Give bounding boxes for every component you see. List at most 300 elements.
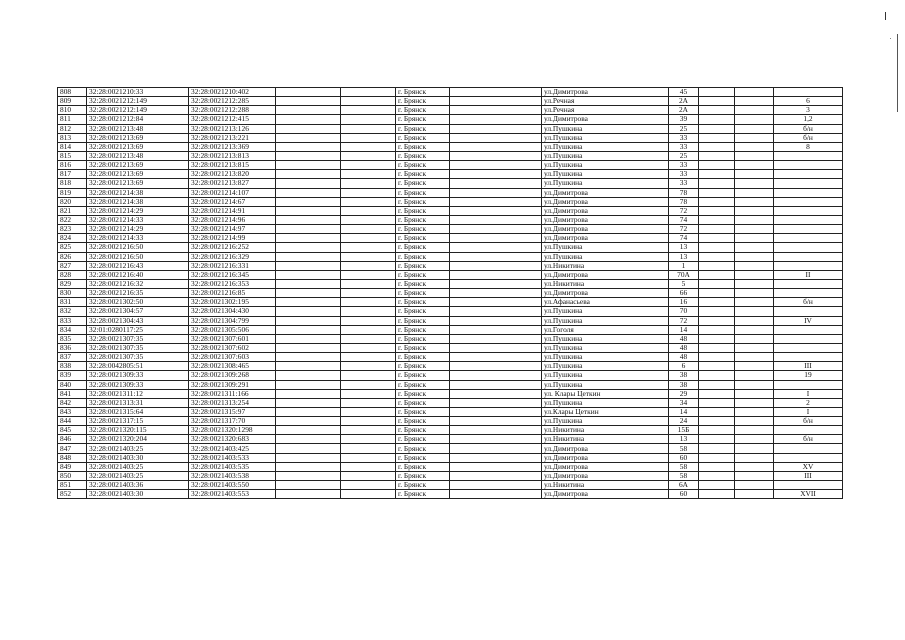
row-number-cell: 834 xyxy=(58,325,87,334)
table-row xyxy=(58,462,843,471)
blank-cell xyxy=(735,88,774,97)
blank-cell xyxy=(276,215,341,224)
premises-number-cell: III xyxy=(774,362,843,371)
table-row xyxy=(58,279,843,288)
object-cadastral-number-cell: 32:28:0021216:345 xyxy=(189,270,276,279)
object-cadastral-number-cell: 32:28:0021216:252 xyxy=(189,243,276,252)
street-cell: ул.Пушкина xyxy=(542,243,669,252)
blank-cell xyxy=(276,389,341,398)
blank-cell xyxy=(341,225,396,234)
city-cell: г. Брянск xyxy=(396,316,450,325)
house-number-cell: 58 xyxy=(669,444,699,453)
blank-cell xyxy=(450,444,542,453)
blank-cell xyxy=(276,426,341,435)
row-number-cell: 844 xyxy=(58,417,87,426)
house-number-cell: 72 xyxy=(669,316,699,325)
blank-cell xyxy=(450,353,542,362)
object-cadastral-number-cell: 32:28:0021216:331 xyxy=(189,261,276,270)
blank-cell xyxy=(450,88,542,97)
house-number-cell: 48 xyxy=(669,343,699,352)
table-row xyxy=(58,261,843,270)
blank-cell xyxy=(735,188,774,197)
blank-cell xyxy=(276,234,341,243)
table-row xyxy=(58,188,843,197)
blank-cell xyxy=(699,206,735,215)
blank-cell xyxy=(735,435,774,444)
city-cell: г. Брянск xyxy=(396,270,450,279)
land-cadastral-number-cell: 32:28:0021212:149 xyxy=(87,106,189,115)
blank-cell xyxy=(341,398,396,407)
street-cell: ул.Димитрова xyxy=(542,490,669,499)
object-cadastral-number-cell: 32:28:0021302:195 xyxy=(189,298,276,307)
premises-number-cell: II xyxy=(774,270,843,279)
house-number-cell: 29 xyxy=(669,389,699,398)
blank-cell xyxy=(341,462,396,471)
blank-cell xyxy=(341,106,396,115)
table-row xyxy=(58,115,843,124)
blank-cell xyxy=(699,426,735,435)
blank-cell xyxy=(341,471,396,480)
table-row xyxy=(58,252,843,261)
blank-cell xyxy=(450,289,542,298)
blank-cell xyxy=(276,106,341,115)
street-cell: ул.Никитина xyxy=(542,261,669,270)
row-number-cell: 837 xyxy=(58,353,87,362)
blank-cell xyxy=(699,471,735,480)
blank-cell xyxy=(276,362,341,371)
blank-cell xyxy=(450,389,542,398)
city-cell: г. Брянск xyxy=(396,435,450,444)
blank-cell xyxy=(276,133,341,142)
blank-cell xyxy=(276,179,341,188)
blank-cell xyxy=(341,188,396,197)
house-number-cell: 45 xyxy=(669,88,699,97)
premises-number-cell xyxy=(774,334,843,343)
land-cadastral-number-cell: 32:28:0021307:35 xyxy=(87,334,189,343)
blank-cell xyxy=(699,307,735,316)
blank-cell xyxy=(341,353,396,362)
blank-cell xyxy=(735,252,774,261)
object-cadastral-number-cell: 32:28:0021307:602 xyxy=(189,343,276,352)
blank-cell xyxy=(699,179,735,188)
premises-number-cell xyxy=(774,197,843,206)
blank-cell xyxy=(735,97,774,106)
object-cadastral-number-cell: 32:28:0021307:603 xyxy=(189,353,276,362)
blank-cell xyxy=(276,398,341,407)
blank-cell xyxy=(450,252,542,261)
table-row xyxy=(58,490,843,499)
blank-cell xyxy=(699,170,735,179)
blank-cell xyxy=(450,270,542,279)
blank-cell xyxy=(341,270,396,279)
house-number-cell: 48 xyxy=(669,353,699,362)
blank-cell xyxy=(699,88,735,97)
city-cell: г. Брянск xyxy=(396,161,450,170)
table-row xyxy=(58,353,843,362)
premises-number-cell xyxy=(774,380,843,389)
city-cell: г. Брянск xyxy=(396,88,450,97)
blank-cell xyxy=(699,407,735,416)
street-cell: ул.Пушкина xyxy=(542,362,669,371)
blank-cell xyxy=(341,243,396,252)
blank-cell xyxy=(450,279,542,288)
blank-cell xyxy=(341,289,396,298)
blank-cell xyxy=(450,261,542,270)
street-cell: ул.Пушкина xyxy=(542,380,669,389)
street-cell: ул.Димитрова xyxy=(542,188,669,197)
premises-number-cell xyxy=(774,444,843,453)
blank-cell xyxy=(450,417,542,426)
blank-cell xyxy=(341,490,396,499)
blank-cell xyxy=(276,188,341,197)
premises-number-cell xyxy=(774,151,843,160)
object-cadastral-number-cell: 32:28:0021311:166 xyxy=(189,389,276,398)
blank-cell xyxy=(276,151,341,160)
table-row xyxy=(58,362,843,371)
blank-cell xyxy=(735,270,774,279)
blank-cell xyxy=(699,298,735,307)
land-cadastral-number-cell: 32:28:0021309:33 xyxy=(87,380,189,389)
street-cell: ул.Димитрова xyxy=(542,471,669,480)
blank-cell xyxy=(341,481,396,490)
blank-cell xyxy=(276,343,341,352)
land-cadastral-number-cell: 32:28:0021214:29 xyxy=(87,225,189,234)
premises-number-cell xyxy=(774,206,843,215)
table-row xyxy=(58,417,843,426)
table-row xyxy=(58,453,843,462)
blank-cell xyxy=(450,471,542,480)
blank-cell xyxy=(341,151,396,160)
blank-cell xyxy=(276,197,341,206)
object-cadastral-number-cell: 32:28:0021213:820 xyxy=(189,170,276,179)
blank-cell xyxy=(735,261,774,270)
house-number-cell: 78 xyxy=(669,197,699,206)
blank-cell xyxy=(735,481,774,490)
blank-cell xyxy=(450,298,542,307)
row-number-cell: 827 xyxy=(58,261,87,270)
blank-cell xyxy=(735,206,774,215)
land-cadastral-number-cell: 32:28:0021403:30 xyxy=(87,453,189,462)
blank-cell xyxy=(276,325,341,334)
table-row xyxy=(58,389,843,398)
object-cadastral-number-cell: 32:28:0021213:827 xyxy=(189,179,276,188)
row-number-cell: 852 xyxy=(58,490,87,499)
street-cell: ул.Димитрова xyxy=(542,234,669,243)
street-cell: ул.Пушкина xyxy=(542,179,669,188)
blank-cell xyxy=(735,307,774,316)
street-cell: ул.Димитрова xyxy=(542,225,669,234)
blank-cell xyxy=(699,188,735,197)
blank-cell xyxy=(699,435,735,444)
blank-cell xyxy=(276,380,341,389)
object-cadastral-number-cell: 32:28:0021309:268 xyxy=(189,371,276,380)
premises-number-cell xyxy=(774,179,843,188)
blank-cell xyxy=(341,407,396,416)
table-row xyxy=(58,380,843,389)
blank-cell xyxy=(735,471,774,480)
blank-cell xyxy=(341,170,396,179)
city-cell: г. Брянск xyxy=(396,179,450,188)
row-number-cell: 828 xyxy=(58,270,87,279)
blank-cell xyxy=(276,417,341,426)
table-row xyxy=(58,151,843,160)
table-row xyxy=(58,197,843,206)
premises-number-cell: III xyxy=(774,471,843,480)
blank-cell xyxy=(699,289,735,298)
blank-cell xyxy=(450,142,542,151)
blank-cell xyxy=(450,362,542,371)
house-number-cell: 72 xyxy=(669,225,699,234)
blank-cell xyxy=(735,334,774,343)
blank-cell xyxy=(699,142,735,151)
land-cadastral-number-cell: 32:28:0021213:48 xyxy=(87,124,189,133)
row-number-cell: 851 xyxy=(58,481,87,490)
blank-cell xyxy=(450,206,542,215)
premises-number-cell: I xyxy=(774,389,843,398)
object-cadastral-number-cell: 32:28:0021216:353 xyxy=(189,279,276,288)
house-number-cell: 33 xyxy=(669,179,699,188)
land-cadastral-number-cell: 32:28:0021216:32 xyxy=(87,279,189,288)
house-number-cell: 33 xyxy=(669,142,699,151)
blank-cell xyxy=(450,197,542,206)
blank-cell xyxy=(450,307,542,316)
object-cadastral-number-cell: 32:28:0021210:402 xyxy=(189,88,276,97)
land-cadastral-number-cell: 32:28:0021213:69 xyxy=(87,142,189,151)
blank-cell xyxy=(450,371,542,380)
house-number-cell: 2А xyxy=(669,97,699,106)
city-cell: г. Брянск xyxy=(396,133,450,142)
house-number-cell: 74 xyxy=(669,215,699,224)
city-cell: г. Брянск xyxy=(396,115,450,124)
land-cadastral-number-cell: 32:28:0021213:69 xyxy=(87,179,189,188)
blank-cell xyxy=(735,142,774,151)
land-cadastral-number-cell: 32:28:0021304:57 xyxy=(87,307,189,316)
table-row xyxy=(58,316,843,325)
row-number-cell: 818 xyxy=(58,179,87,188)
blank-cell xyxy=(276,298,341,307)
city-cell: г. Брянск xyxy=(396,398,450,407)
blank-cell xyxy=(735,398,774,407)
premises-number-cell xyxy=(774,426,843,435)
table-row xyxy=(58,206,843,215)
blank-cell xyxy=(699,462,735,471)
street-cell: ул.Пушкина xyxy=(542,343,669,352)
premises-number-cell: IV xyxy=(774,316,843,325)
blank-cell xyxy=(341,389,396,398)
blank-cell xyxy=(699,234,735,243)
blank-cell xyxy=(699,124,735,133)
street-cell: ул.Пушкина xyxy=(542,353,669,362)
premises-number-cell: XVII xyxy=(774,490,843,499)
scan-edge-dot xyxy=(890,38,891,39)
blank-cell xyxy=(341,371,396,380)
object-cadastral-number-cell: 32:28:0021403:425 xyxy=(189,444,276,453)
table-row xyxy=(58,142,843,151)
blank-cell xyxy=(341,97,396,106)
blank-cell xyxy=(341,234,396,243)
object-cadastral-number-cell: 32:28:0021212:288 xyxy=(189,106,276,115)
premises-number-cell xyxy=(774,325,843,334)
row-number-cell: 812 xyxy=(58,124,87,133)
blank-cell xyxy=(735,407,774,416)
city-cell: г. Брянск xyxy=(396,151,450,160)
premises-number-cell xyxy=(774,170,843,179)
premises-number-cell xyxy=(774,353,843,362)
blank-cell xyxy=(450,97,542,106)
blank-cell xyxy=(735,380,774,389)
house-number-cell: 34 xyxy=(669,398,699,407)
blank-cell xyxy=(276,371,341,380)
blank-cell xyxy=(276,471,341,480)
table-row xyxy=(58,170,843,179)
row-number-cell: 840 xyxy=(58,380,87,389)
row-number-cell: 830 xyxy=(58,289,87,298)
blank-cell xyxy=(341,298,396,307)
city-cell: г. Брянск xyxy=(396,252,450,261)
blank-cell xyxy=(341,316,396,325)
land-cadastral-number-cell: 32:28:0021214:38 xyxy=(87,197,189,206)
blank-cell xyxy=(276,289,341,298)
row-number-cell: 835 xyxy=(58,334,87,343)
city-cell: г. Брянск xyxy=(396,197,450,206)
premises-number-cell: I xyxy=(774,407,843,416)
blank-cell xyxy=(450,316,542,325)
land-cadastral-number-cell: 32:28:0021313:31 xyxy=(87,398,189,407)
table-row xyxy=(58,398,843,407)
premises-number-cell xyxy=(774,243,843,252)
blank-cell xyxy=(450,407,542,416)
page-edge-mark xyxy=(885,12,886,20)
city-cell: г. Брянск xyxy=(396,243,450,252)
blank-cell xyxy=(276,316,341,325)
table-row xyxy=(58,133,843,142)
house-number-cell: 13 xyxy=(669,435,699,444)
table-row xyxy=(58,225,843,234)
row-number-cell: 838 xyxy=(58,362,87,371)
row-number-cell: 820 xyxy=(58,197,87,206)
land-cadastral-number-cell: 32:28:0021212:84 xyxy=(87,115,189,124)
blank-cell xyxy=(699,115,735,124)
land-cadastral-number-cell: 32:28:0021311:12 xyxy=(87,389,189,398)
house-number-cell: 38 xyxy=(669,371,699,380)
blank-cell xyxy=(699,380,735,389)
row-number-cell: 845 xyxy=(58,426,87,435)
object-cadastral-number-cell: 32:28:0021403:553 xyxy=(189,490,276,499)
blank-cell xyxy=(735,215,774,224)
blank-cell xyxy=(699,215,735,224)
premises-number-cell: б/н xyxy=(774,435,843,444)
blank-cell xyxy=(341,252,396,261)
object-cadastral-number-cell: 32:28:0021313:254 xyxy=(189,398,276,407)
street-cell: ул. Клары Цеткин xyxy=(542,389,669,398)
house-number-cell: 60 xyxy=(669,490,699,499)
street-cell: ул.Димитрова xyxy=(542,115,669,124)
blank-cell xyxy=(699,243,735,252)
house-number-cell: 70 xyxy=(669,307,699,316)
blank-cell xyxy=(341,179,396,188)
table-row xyxy=(58,298,843,307)
city-cell: г. Брянск xyxy=(396,206,450,215)
premises-number-cell xyxy=(774,307,843,316)
registry-table xyxy=(57,87,843,499)
row-number-cell: 839 xyxy=(58,371,87,380)
blank-cell xyxy=(276,97,341,106)
blank-cell xyxy=(341,343,396,352)
blank-cell xyxy=(276,261,341,270)
row-number-cell: 825 xyxy=(58,243,87,252)
blank-cell xyxy=(699,444,735,453)
city-cell: г. Брянск xyxy=(396,490,450,499)
object-cadastral-number-cell: 32:28:0021214:99 xyxy=(189,234,276,243)
blank-cell xyxy=(341,261,396,270)
house-number-cell: 6 xyxy=(669,362,699,371)
blank-cell xyxy=(699,362,735,371)
blank-cell xyxy=(450,188,542,197)
blank-cell xyxy=(699,481,735,490)
street-cell: ул.Димитрова xyxy=(542,444,669,453)
blank-cell xyxy=(276,161,341,170)
blank-cell xyxy=(341,133,396,142)
premises-number-cell xyxy=(774,289,843,298)
street-cell: ул.Гоголя xyxy=(542,325,669,334)
house-number-cell: 16 xyxy=(669,298,699,307)
table-row xyxy=(58,444,843,453)
blank-cell xyxy=(735,234,774,243)
blank-cell xyxy=(699,133,735,142)
house-number-cell: 58 xyxy=(669,471,699,480)
object-cadastral-number-cell: 32:28:0021214:96 xyxy=(189,215,276,224)
street-cell: ул.Клары Цеткин xyxy=(542,407,669,416)
blank-cell xyxy=(450,243,542,252)
blank-cell xyxy=(699,453,735,462)
blank-cell xyxy=(450,325,542,334)
house-number-cell: 58 xyxy=(669,462,699,471)
blank-cell xyxy=(341,307,396,316)
blank-cell xyxy=(699,353,735,362)
blank-cell xyxy=(341,279,396,288)
object-cadastral-number-cell: 32:28:0021213:813 xyxy=(189,151,276,160)
row-number-cell: 810 xyxy=(58,106,87,115)
row-number-cell: 833 xyxy=(58,316,87,325)
city-cell: г. Брянск xyxy=(396,225,450,234)
object-cadastral-number-cell: 32:28:0021212:415 xyxy=(189,115,276,124)
blank-cell xyxy=(341,115,396,124)
city-cell: г. Брянск xyxy=(396,307,450,316)
house-number-cell: 6А xyxy=(669,481,699,490)
house-number-cell: 48 xyxy=(669,334,699,343)
object-cadastral-number-cell: 32:28:0021213:221 xyxy=(189,133,276,142)
blank-cell xyxy=(699,334,735,343)
blank-cell xyxy=(450,179,542,188)
city-cell: г. Брянск xyxy=(396,298,450,307)
row-number-cell: 815 xyxy=(58,151,87,160)
blank-cell xyxy=(699,389,735,398)
premises-number-cell xyxy=(774,234,843,243)
city-cell: г. Брянск xyxy=(396,343,450,352)
row-number-cell: 808 xyxy=(58,88,87,97)
house-number-cell: 25 xyxy=(669,151,699,160)
blank-cell xyxy=(450,380,542,389)
table-row xyxy=(58,334,843,343)
blank-cell xyxy=(276,353,341,362)
row-number-cell: 814 xyxy=(58,142,87,151)
blank-cell xyxy=(735,124,774,133)
object-cadastral-number-cell: 32:28:0021214:91 xyxy=(189,206,276,215)
premises-number-cell xyxy=(774,88,843,97)
land-cadastral-number-cell: 32:28:0021216:50 xyxy=(87,243,189,252)
land-cadastral-number-cell: 32:28:0021213:69 xyxy=(87,133,189,142)
blank-cell xyxy=(699,151,735,160)
